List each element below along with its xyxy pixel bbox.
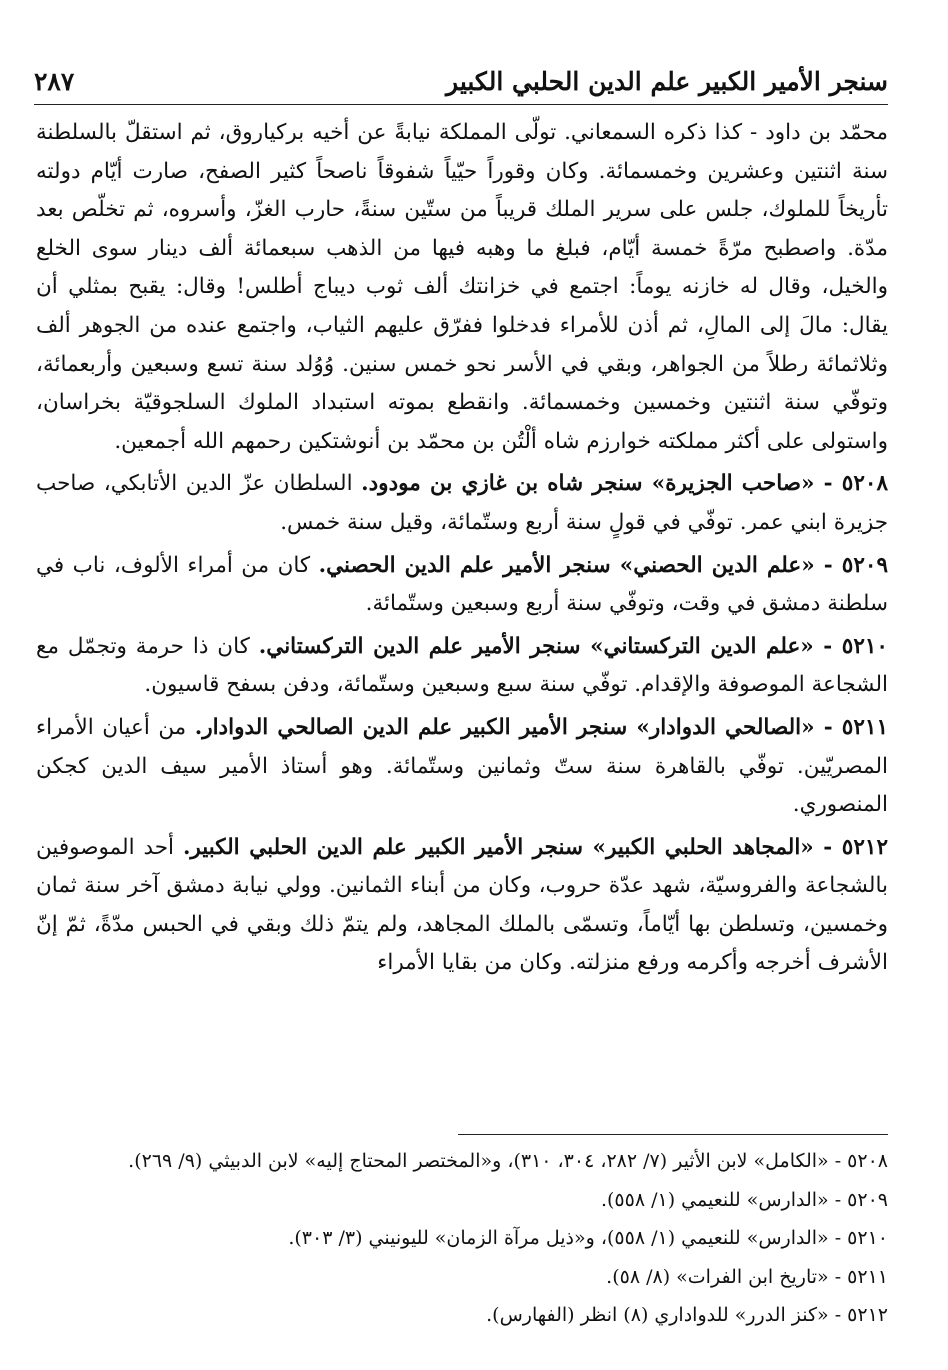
entry-text: كان من أمراء الألوف، ناب في سلطنة دمشق في وقت، وتوفّي سنة أربع وسبعين وستّمائة. <box>36 552 888 617</box>
main-text <box>36 114 888 983</box>
entry-text: كان ذا حرمة وتجمّل مع الشجاعة الموصوفة والإقدام. توفّي سنة سبع وسبعين وستّمائة، ودفن بسفح قاسيون. <box>36 633 888 698</box>
footnote-5211: ٥٢١١ - «تاريخ ابن الفرات» (٨/ ٥٨). <box>606 1265 888 1288</box>
entry-text: أحد الموصوفين بالشجاعة والفروسيّة، شهد عدّة حروب، وكان من أبناء الثمانين. وولي نيابة دمشق آخر سنة ثمان وخمسين، وتسلطن بها أيّاماً، وتسمّى بالملك المجاهد، ولم يتمّ ذلك وبقي في الحبس مدّةً، ثمّ إنّ الأشرف أخرجه وأكرمه ورفع منزلته. وكان من بقايا الأمراء <box>36 834 888 976</box>
entry-5210 <box>36 624 888 705</box>
entry-text: السلطان عزّ الدين الأتابكي، صاحب جزيرة ابني عمر. توفّي في قولٍ سنة أربع وستّمائة، وقيل سنة خمس. <box>36 471 888 535</box>
entry-heading: ٥٢١٠ - «علم الدين التركستاني» سنجر الأمير علم الدين التركستاني. <box>258 633 888 659</box>
footnote-5210: ٥٢١٠ - «الدارس» للنعيمي (١/ ٥٥٨)، و«ذيل مرآة الزمان» لليونيني (٣/ ٣٠٣). <box>288 1227 888 1249</box>
entry-heading: ٥٢١١ - «الصالحي الدوادار» سنجر الأمير الكبير علم الدين الصالحي الدوادار. <box>194 714 888 740</box>
entry-5209 <box>36 543 888 624</box>
footnote-5212: ٥٢١٢ - «كنز الدرر» للدواداري (٨) انظر (الفهارس). <box>486 1304 888 1326</box>
entry-heading: ٥٢١٢ - «المجاهد الحلبي الكبير» سنجر الأمير الكبير علم الدين الحلبي الكبير. <box>182 834 888 860</box>
footnote-rule <box>458 1134 888 1135</box>
entry-5208 <box>36 461 888 542</box>
footnote-5208: ٥٢٠٨ - «الكامل» لابن الأثير (٧/ ٢٨٢، ٣٠٤، ٣١٠)، و«المختصر المحتاج إليه» لابن الدبيثي (٩/ ٢٦٩). <box>128 1150 888 1172</box>
running-title: سنجر الأمير الكبير علم الدين الحلبي الكبير <box>446 67 888 96</box>
page-header <box>34 52 888 96</box>
page-number: ٢٨٧ <box>34 67 75 96</box>
entry-5212 <box>36 825 888 983</box>
header-rule <box>34 104 888 105</box>
entry-5211 <box>36 705 888 825</box>
continuation-paragraph: محمّد بن داود - كذا ذكره السمعاني. تولّى المملكة نيابةً عن أخيه بركياروق، ثم استقلّ بالسلطنة سنة اثنتين وعشرين وخمسمائة. وكان وقوراً حيّياً شفوقاً ناصحاً كثير الصفح، صارت أيّام دولته تأريخاً للملوك، جلس على سرير الملك قريباً من ستّين سنةً، حارب الغزّ، وأسروه، ثم تخلّص بعد مدّة. واصطبح مرّةً خمسة أيّام، فبلغ ما وهبه فيها من الذهب سبعمائة ألف دينار سوى الخلع والخيل، وقال له خازنه يوماً: اجتمع في خزانتك ألف ثوب ديباج أطلس! وقال: يقبح بمثلي أن يقال: مالَ إلى المالِ، ثم أذن للأمراء فدخلوا ففرّق عليهم الثياب، واجتمع عنده من الجوهر ألف وثلاثمائة رطلاً من الجواهر، وبقي في الأسر نحو خمس سنين. وُوُلد سنة تسع وسبعين وأربعمائة، وتوفّي سنة اثنتين وخمسين وخمسمائة. وانقطع بموته استبداد الملوك السلجوقيّة بخراسان، واستولى على أكثر مملكته خوارزم شاه ألْتُن بن محمّد بن أنوشتكين رحمهم الله أجمعين. <box>36 120 888 454</box>
footnotes <box>36 1142 888 1335</box>
entry-heading: ٥٢٠٩ - «علم الدين الحصني» سنجر الأمير علم الدين الحصني. <box>318 552 888 578</box>
entry-text: من أعيان الأمراء المصريّين. توفّي بالقاهرة سنة ستّ وثمانين وستّمائة. وهو أستاذ الأمير سيف الدين كجكن المنصوري. <box>36 714 888 818</box>
entry-heading: ٥٢٠٨ - «صاحب الجزيرة» سنجر شاه بن غازي بن مودود. <box>361 471 888 497</box>
footnote-5209: ٥٢٠٩ - «الدارس» للنعيمي (١/ ٥٥٨). <box>600 1188 888 1211</box>
